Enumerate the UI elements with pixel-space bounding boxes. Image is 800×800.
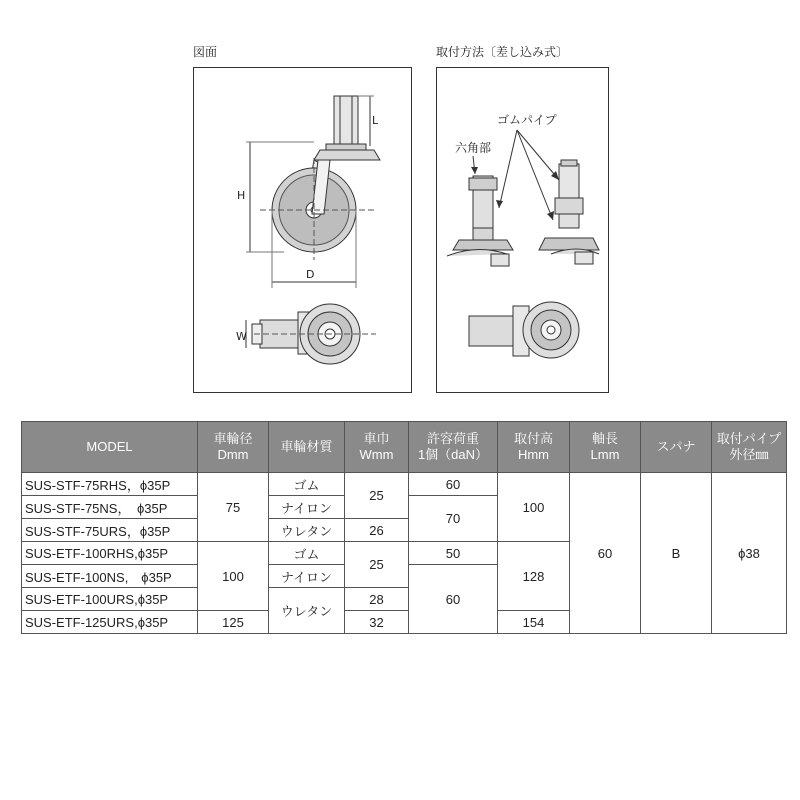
wheel-dia-cell: 100 [198,542,269,611]
material-cell: ゴム [269,542,345,565]
col-pipe: 取付パイプ 外径㎜ [712,422,787,473]
spec-table [21,421,787,634]
col-load: 許容荷重 1個（daN） [409,422,498,473]
model-cell: SUS-ETF-100RHS,ϕ35P [22,542,198,565]
col-wheel-dia: 車輪径 Dmm [198,422,269,473]
model-cell: SUS-ETF-125URS,ϕ35P [22,611,198,634]
load-cell: 50 [409,542,498,565]
rubber-pipe-label: ゴムパイプ [497,113,557,127]
mounting-caption: 取付方法〔差し込み式〕 [436,45,569,59]
model-cell: SUS-STF-75NS， ϕ35P [22,496,198,519]
height-cell: 128 [498,542,570,611]
table-header-row [22,422,787,473]
col-spanner: スパナ [641,422,712,473]
col-model: MODEL [22,422,198,473]
model-cell: SUS-ETF-100URS,ϕ35P [22,588,198,611]
load-cell: 60 [409,473,498,496]
load-cell: 60 [409,565,498,634]
table-row [22,473,787,496]
wheel-dia-cell: 75 [198,473,269,542]
dim-l-label: L [372,114,379,127]
height-cell: 100 [498,473,570,542]
material-cell: ウレタン [269,519,345,542]
pipe-cell: ϕ38 [712,473,787,634]
material-cell: ナイロン [269,496,345,519]
width-cell: 28 [345,588,409,611]
dim-d-label: D [306,268,315,281]
col-shaft: 軸長 Lmm [570,422,641,473]
drawing-caption: 図面 [193,45,218,59]
model-cell: SUS-STF-75URS，ϕ35P [22,519,198,542]
width-cell: 26 [345,519,409,542]
hex-label: 六角部 [455,141,492,155]
model-cell: SUS-ETF-100NS, ϕ35P [22,565,198,588]
material-cell: ナイロン [269,565,345,588]
width-cell: 32 [345,611,409,634]
col-material: 車輪材質 [269,422,345,473]
drawing-panel [193,67,412,393]
dim-h-label: H [237,189,246,202]
dim-w-label: W [236,330,247,343]
height-cell: 154 [498,611,570,634]
material-cell: ウレタン [269,588,345,634]
load-cell: 70 [409,496,498,542]
caster-drawing [194,68,413,394]
shaft-cell: 60 [570,473,641,634]
width-cell: 25 [345,542,409,588]
mounting-panel [436,67,609,393]
wheel-dia-cell: 125 [198,611,269,634]
col-height: 取付高 Hmm [498,422,570,473]
col-width: 車巾 Wmm [345,422,409,473]
mounting-drawing [437,68,610,394]
material-cell: ゴム [269,473,345,496]
model-cell: SUS-STF-75RHS，ϕ35P [22,473,198,496]
width-cell: 25 [345,473,409,519]
spanner-cell: B [641,473,712,634]
